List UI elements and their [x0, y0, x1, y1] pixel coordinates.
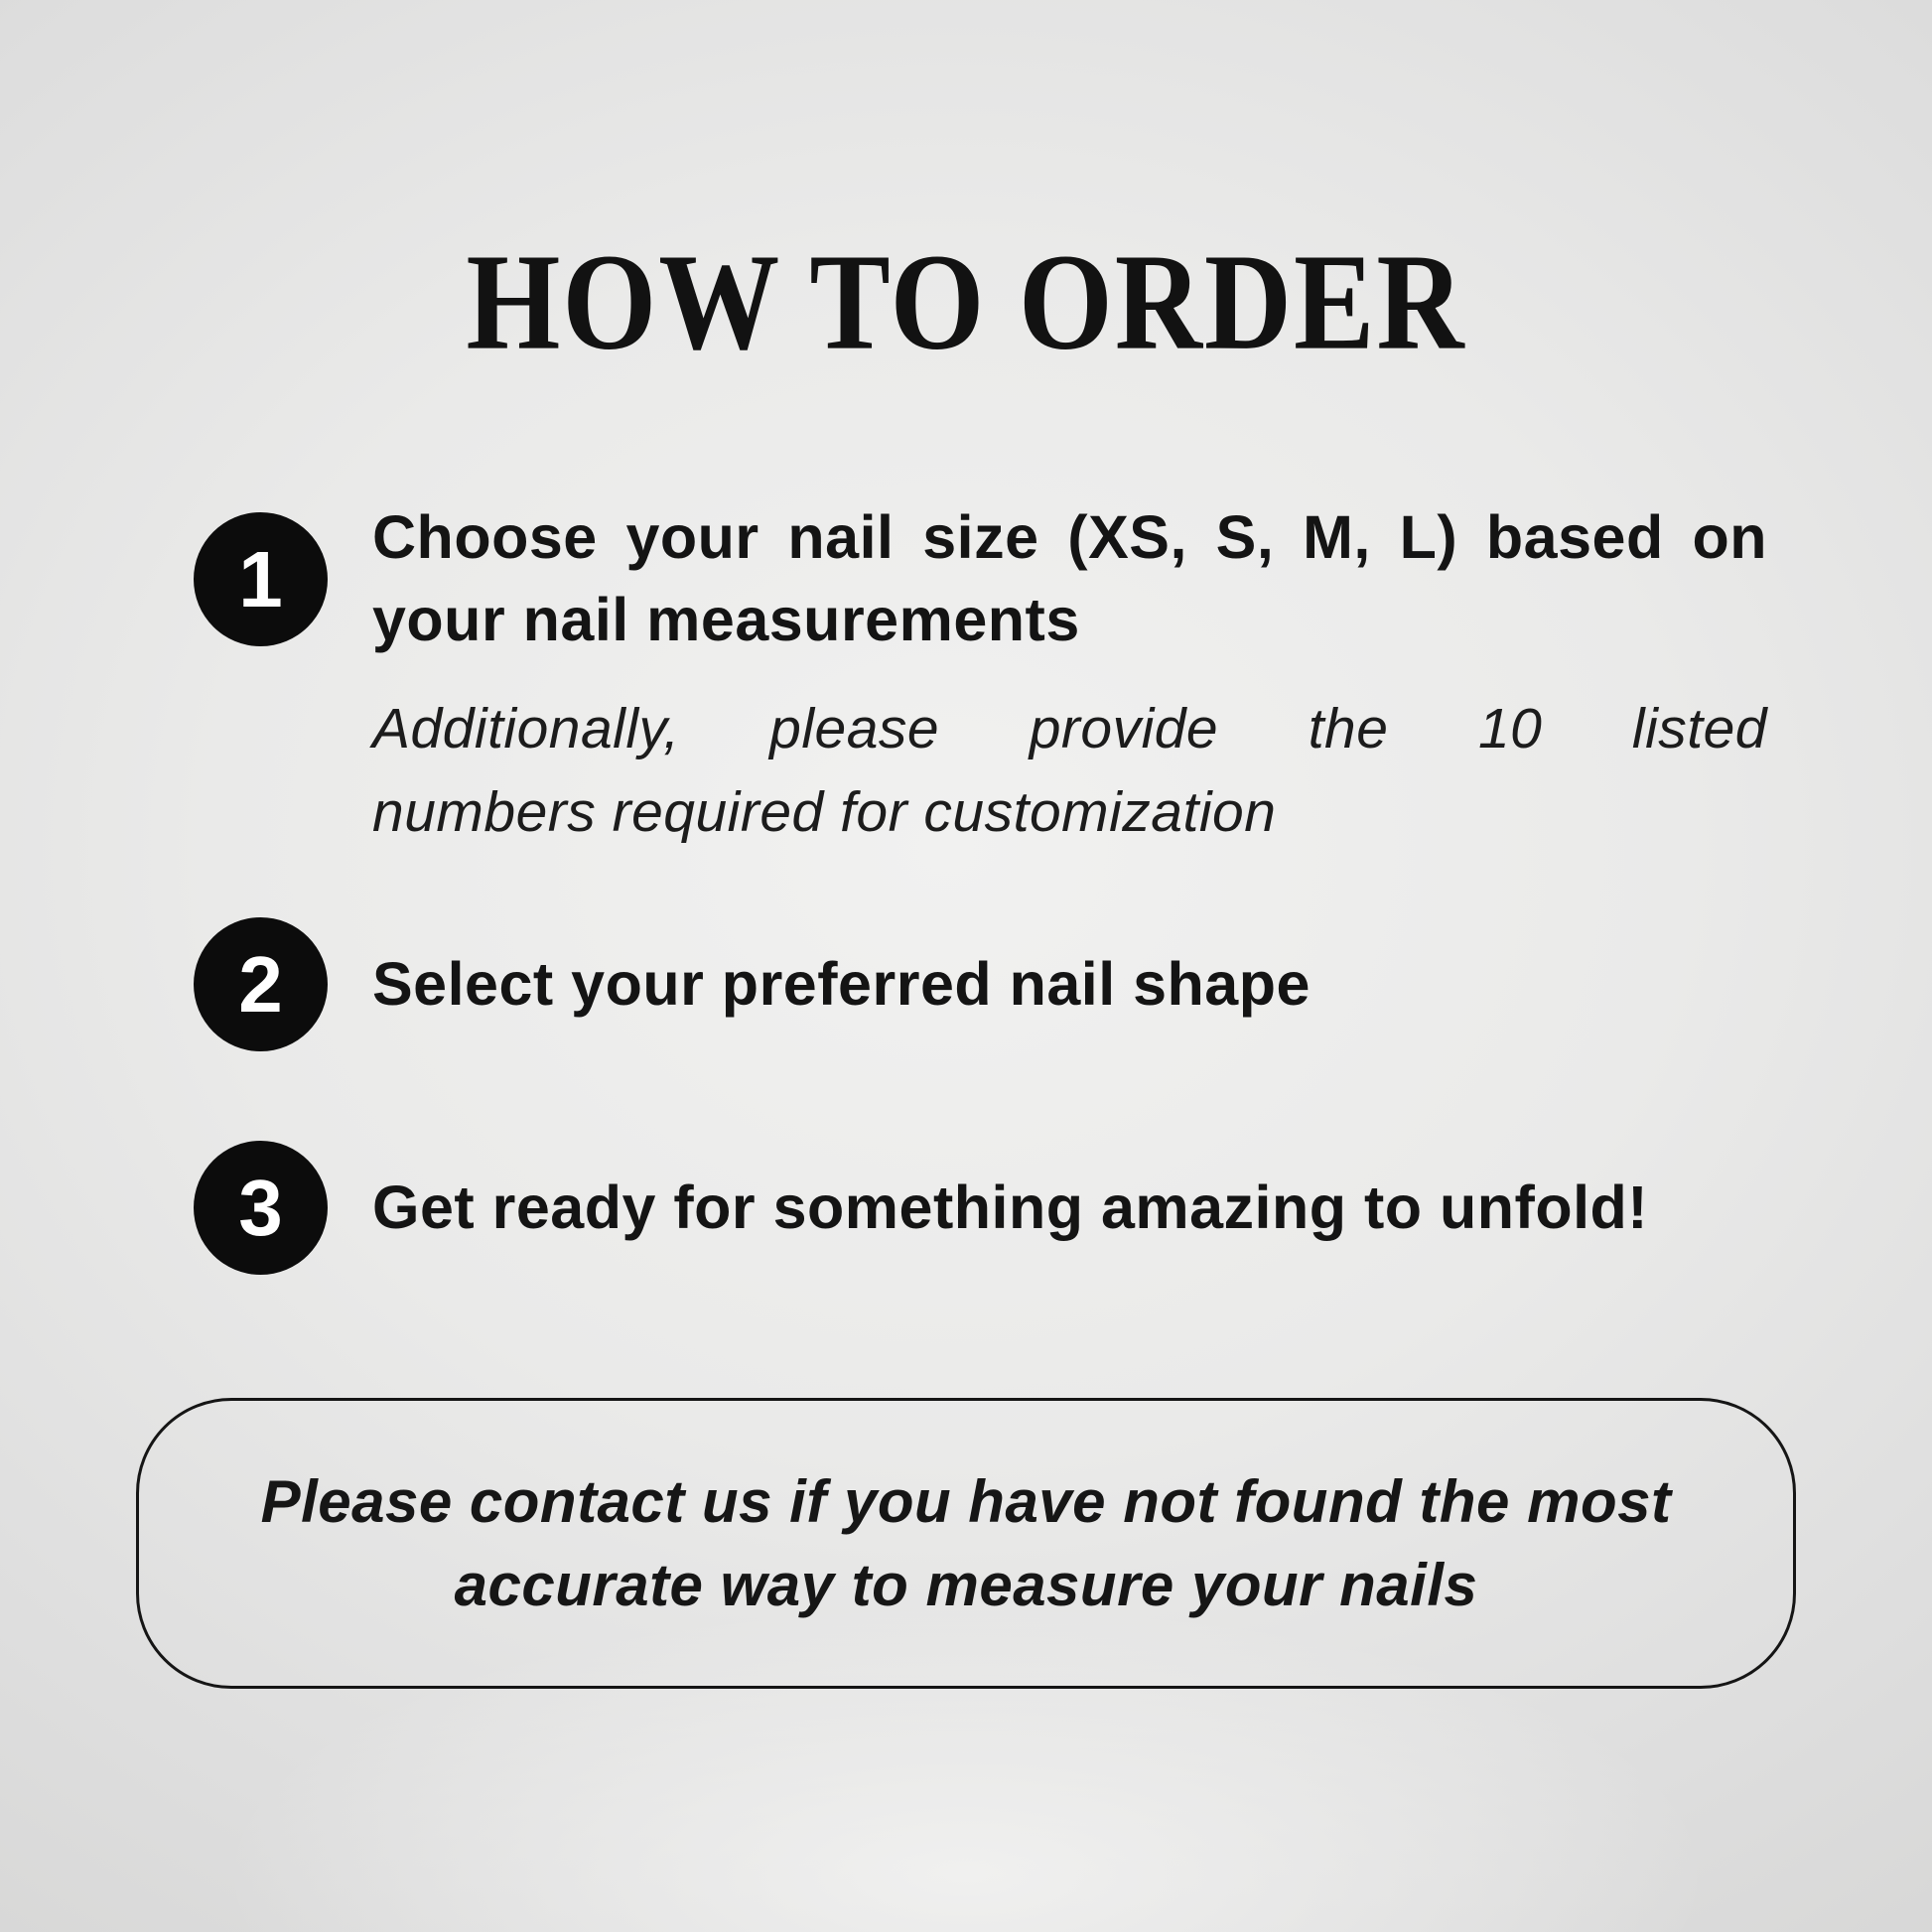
contact-note-text [261, 1460, 1672, 1627]
step-1-note-line-1: Additionally, please provide the 10 listed [372, 697, 1767, 760]
step-2-number: 2 [238, 939, 283, 1029]
step-2-text [372, 943, 1767, 1026]
step-1-note [372, 687, 1767, 854]
step-3-text-line-1: Get ready for something amazing to unfold! [372, 1173, 1649, 1241]
step-2-row [194, 917, 1767, 1051]
contact-note-line-1: Please contact us if you have not found the most [260, 1467, 1672, 1535]
step-3-number: 3 [238, 1163, 283, 1252]
step-1-text [372, 496, 1767, 661]
step-1-number: 1 [238, 534, 283, 623]
step-3-number-badge [194, 1141, 328, 1275]
step-3-text [372, 1167, 1767, 1249]
step-2-text-line-1: Select your preferred nail shape [372, 950, 1311, 1018]
step-1-number-badge [194, 512, 328, 646]
step-1-note-line-2: numbers required for customization [372, 780, 1277, 844]
title-section [0, 225, 1932, 379]
contact-note-line-2: accurate way to measure your nails [454, 1551, 1478, 1618]
page-title: HOW TO ORDER [466, 225, 1466, 379]
step-3-row [194, 1141, 1767, 1275]
step-1-text-line-1: Choose your nail size (XS, S, M, L) based on [372, 503, 1767, 571]
step-2-number-badge [194, 917, 328, 1051]
step-1-row [194, 496, 1767, 661]
contact-note-box [136, 1398, 1796, 1689]
step-1-text-line-2: your nail measurements [372, 586, 1080, 653]
